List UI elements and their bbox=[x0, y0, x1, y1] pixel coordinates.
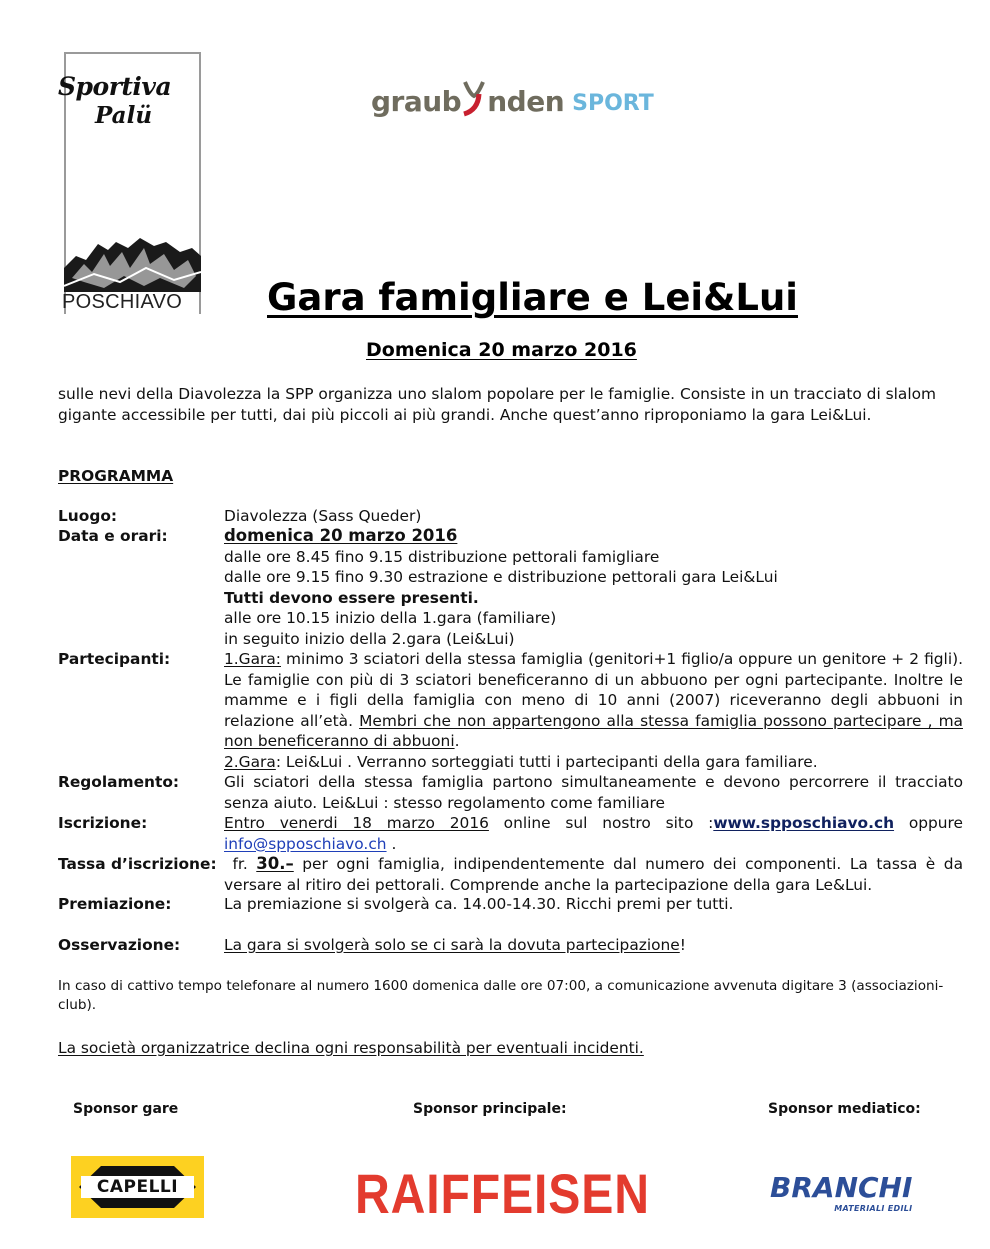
data-orari-label: Data e orari: bbox=[58, 527, 168, 545]
intro-paragraph: sulle nevi della Diavolezza la SPP organizza uno slalom popolare per le famiglie. Consiste in un tracciato di slalom gigante accessibile per tutti, dai più piccoli ai più grandi. Anche quest’anno riproponiamo la gara Lei&Lui. bbox=[58, 385, 937, 424]
iscrizione-deadline: Entro venerdi 18 marzo 2016 bbox=[224, 814, 489, 832]
branchi-logo bbox=[770, 1173, 912, 1213]
regolamento-label: Regolamento: bbox=[58, 773, 180, 791]
gara2-label: 2.Gara bbox=[224, 752, 276, 771]
sportiva-palu-logo-line2: Palü bbox=[95, 102, 153, 129]
capelli-logo bbox=[71, 1156, 204, 1218]
osservazione-label: Osservazione: bbox=[58, 936, 181, 954]
data-orari-date: domenica 20 marzo 2016 bbox=[224, 526, 458, 545]
graubuenden-sport-logo bbox=[371, 78, 654, 118]
bad-weather-note: In caso di cattivo tempo telefonare al numero 1600 domenica dalle ore 07:00, a comunicazione avvenuta digitare 3 (associazioni-club). bbox=[58, 978, 944, 1013]
osservazione-value: La gara si svolgerà solo se ci sarà la dovuta partecipazione bbox=[224, 936, 680, 954]
premiazione-value: La premiazione si svolgerà ca. 14.00-14.30. Ricchi premi per tutti. bbox=[224, 895, 734, 913]
programma-heading: PROGRAMMA bbox=[58, 467, 174, 485]
gara1-note: Membri che non appartengono alla stessa famiglia possono partecipare , ma non beneficeranno di abbuoni bbox=[224, 711, 963, 750]
branchi-subtitle: MATERIALI EDILI bbox=[834, 1204, 913, 1213]
regolamento-value: Gli sciatori della stessa famiglia partono simultaneamente e devono percorrere il tracciato senza aiuto. Lei&Lui : stesso regolamento come familiare bbox=[224, 773, 963, 812]
schedule-line: in seguito inizio della 2.gara (Lei&Lui) bbox=[224, 629, 515, 648]
schedule-line: alle ore 10.15 inizio della 1.gara (familiare) bbox=[224, 609, 557, 627]
tassa-amount: 30.– bbox=[256, 854, 294, 873]
gara1-description: 1.Gara: minimo 3 sciatori della stessa famiglia (genitori+1 figlio/a oppure un genitore + 2 figli). Le famiglie con più di 3 sciatori beneficeranno di un abbuono per ogni partecipante. Inoltre le mamme e i figli della famiglia con meno di 10 anni (2007) riceveranno degli abbuoni in relazione all’età. Membri che non appartengono alla stessa famiglia possono partecipare , ma non beneficeranno di abbuoni. bbox=[224, 650, 963, 750]
premiazione-label: Premiazione: bbox=[58, 895, 172, 913]
graubuenden-mark-icon bbox=[462, 80, 486, 118]
graubuenden-logo-sport: SPORT bbox=[572, 91, 654, 116]
branchi-name: BRANCHI bbox=[770, 1171, 913, 1204]
schedule-line: dalle ore 9.15 fino 9.30 estrazione e distribuzione pettorali gara Lei&Lui bbox=[224, 568, 778, 586]
website-link[interactable]: www.spposchiavo.ch bbox=[713, 814, 895, 832]
page-title: Gara famigliare e Lei&Lui bbox=[267, 276, 798, 319]
sponsor-label-principale: Sponsor principale: bbox=[413, 1101, 567, 1117]
luogo-label: Luogo: bbox=[58, 507, 118, 525]
luogo-value: Diavolezza (Sass Queder) bbox=[224, 507, 422, 525]
graubuenden-logo-right: nden bbox=[487, 85, 565, 118]
mountain-icon bbox=[64, 238, 201, 292]
iscrizione-label: Iscrizione: bbox=[58, 814, 148, 832]
gara2-description: 2.Gara: Lei&Lui . Verranno sorteggiati tutti i partecipanti della gara familiare. bbox=[224, 752, 818, 771]
disclaimer: La società organizzatrice declina ogni responsabilità per eventuali incidenti. bbox=[58, 1039, 644, 1057]
tassa-label: Tassa d’iscrizione: bbox=[58, 855, 217, 873]
sponsor-label-mediatico: Sponsor mediatico: bbox=[768, 1101, 921, 1117]
raiffeisen-logo: RAIFFEISEN bbox=[355, 1162, 650, 1225]
sportiva-palu-logo-line1: Sportiva bbox=[58, 72, 172, 101]
capelli-name: CAPELLI bbox=[96, 1177, 179, 1197]
graubuenden-logo-left: graub bbox=[371, 85, 462, 118]
event-date-heading: Domenica 20 marzo 2016 bbox=[366, 339, 637, 361]
schedule-line: dalle ore 8.45 fino 9.15 distribuzione pettorali famigliare bbox=[224, 547, 660, 566]
gara1-label: 1.Gara: bbox=[224, 650, 281, 668]
schedule-note: Tutti devono essere presenti. bbox=[224, 588, 479, 607]
sportiva-palu-logo-place: POSCHIAVO bbox=[62, 291, 183, 313]
email-link[interactable]: info@spposchiavo.ch bbox=[224, 834, 387, 853]
sponsor-label-gare: Sponsor gare bbox=[73, 1101, 179, 1117]
partecipanti-label: Partecipanti: bbox=[58, 650, 171, 668]
